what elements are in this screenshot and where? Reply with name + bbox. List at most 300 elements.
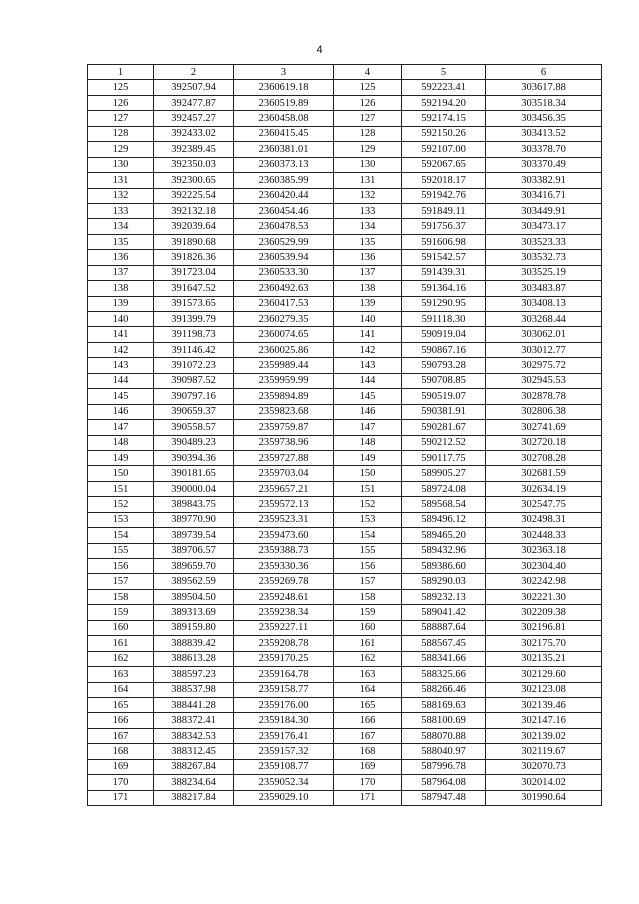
cell-point-number-right: 157 (334, 574, 402, 589)
cell-y-right: 302175.70 (486, 636, 602, 651)
cell-point-number-left: 161 (88, 636, 154, 651)
cell-x-left: 392132.18 (154, 203, 234, 218)
cell-y-left: 2359894.89 (234, 389, 334, 404)
cell-x-right: 589496.12 (402, 512, 486, 527)
cell-x-left: 389562.59 (154, 574, 234, 589)
cell-y-left: 2359473.60 (234, 528, 334, 543)
cell-x-left: 388267.84 (154, 759, 234, 774)
cell-y-left: 2359170.25 (234, 651, 334, 666)
table-row (88, 142, 602, 157)
table-row (88, 543, 602, 558)
table-row (88, 574, 602, 589)
cell-x-right: 587996.78 (402, 759, 486, 774)
cell-y-right: 303449.91 (486, 203, 602, 218)
cell-point-number-left: 144 (88, 373, 154, 388)
cell-y-right: 302196.81 (486, 620, 602, 635)
cell-point-number-right: 143 (334, 358, 402, 373)
cell-y-right: 302363.18 (486, 543, 602, 558)
cell-x-left: 388372.41 (154, 713, 234, 728)
cell-point-number-right: 134 (334, 219, 402, 234)
table-header-row (88, 65, 602, 80)
cell-point-number-left: 126 (88, 95, 154, 110)
cell-point-number-left: 125 (88, 80, 154, 95)
cell-x-left: 389843.75 (154, 497, 234, 512)
cell-point-number-right: 153 (334, 512, 402, 527)
cell-y-left: 2360619.18 (234, 80, 334, 95)
cell-point-number-right: 130 (334, 157, 402, 172)
cell-point-number-right: 152 (334, 497, 402, 512)
cell-y-right: 303408.13 (486, 296, 602, 311)
table-row (88, 188, 602, 203)
cell-point-number-right: 139 (334, 296, 402, 311)
cell-x-left: 392300.65 (154, 173, 234, 188)
cell-x-left: 391723.04 (154, 265, 234, 280)
cell-point-number-left: 136 (88, 250, 154, 265)
table-row (88, 342, 602, 357)
cell-point-number-left: 165 (88, 697, 154, 712)
cell-point-number-right: 132 (334, 188, 402, 203)
cell-y-right: 302139.02 (486, 728, 602, 743)
cell-point-number-right: 159 (334, 605, 402, 620)
cell-y-left: 2359157.32 (234, 744, 334, 759)
table-row (88, 728, 602, 743)
cell-y-left: 2360420.44 (234, 188, 334, 203)
cell-x-left: 389770.90 (154, 512, 234, 527)
cell-point-number-left: 168 (88, 744, 154, 759)
cell-y-right: 302720.18 (486, 435, 602, 450)
cell-y-right: 303523.33 (486, 234, 602, 249)
cell-x-left: 390489.23 (154, 435, 234, 450)
cell-x-left: 388312.45 (154, 744, 234, 759)
cell-point-number-left: 135 (88, 234, 154, 249)
table-row (88, 296, 602, 311)
cell-x-right: 588169.63 (402, 697, 486, 712)
cell-x-right: 592223.41 (402, 80, 486, 95)
cell-y-right: 303370.49 (486, 157, 602, 172)
cell-x-right: 589386.60 (402, 559, 486, 574)
cell-x-right: 588567.45 (402, 636, 486, 651)
cell-y-right: 302242.98 (486, 574, 602, 589)
cell-point-number-right: 140 (334, 312, 402, 327)
cell-point-number-right: 158 (334, 589, 402, 604)
table-row (88, 95, 602, 110)
cell-y-right: 303012.77 (486, 342, 602, 357)
cell-y-left: 2359727.88 (234, 450, 334, 465)
cell-x-left: 389504.50 (154, 589, 234, 604)
table-row (88, 373, 602, 388)
cell-x-right: 588040.97 (402, 744, 486, 759)
cell-point-number-left: 167 (88, 728, 154, 743)
table-row (88, 358, 602, 373)
cell-y-left: 2359176.41 (234, 728, 334, 743)
cell-y-right: 303413.52 (486, 126, 602, 141)
cell-x-left: 388441.28 (154, 697, 234, 712)
cell-point-number-right: 168 (334, 744, 402, 759)
cell-x-right: 592107.00 (402, 142, 486, 157)
table-row (88, 265, 602, 280)
cell-x-right: 589724.08 (402, 481, 486, 496)
cell-x-right: 591439.31 (402, 265, 486, 280)
cell-x-left: 389659.70 (154, 559, 234, 574)
cell-x-right: 590867.16 (402, 342, 486, 357)
cell-x-left: 390394.36 (154, 450, 234, 465)
cell-point-number-right: 145 (334, 389, 402, 404)
cell-y-right: 303416.71 (486, 188, 602, 203)
cell-point-number-right: 154 (334, 528, 402, 543)
cell-y-right: 302634.19 (486, 481, 602, 496)
cell-x-right: 590281.67 (402, 420, 486, 435)
cell-y-right: 302975.72 (486, 358, 602, 373)
cell-point-number-left: 141 (88, 327, 154, 342)
cell-x-right: 590212.52 (402, 435, 486, 450)
cell-x-right: 590117.75 (402, 450, 486, 465)
cell-x-right: 591849.11 (402, 203, 486, 218)
cell-x-right: 589432.96 (402, 543, 486, 558)
cell-point-number-right: 171 (334, 790, 402, 805)
cell-x-left: 388217.84 (154, 790, 234, 805)
table-row (88, 682, 602, 697)
cell-y-left: 2359759.87 (234, 420, 334, 435)
cell-point-number-left: 148 (88, 435, 154, 450)
cell-x-left: 390558.57 (154, 420, 234, 435)
cell-y-right: 302123.08 (486, 682, 602, 697)
cell-point-number-left: 156 (88, 559, 154, 574)
cell-y-right: 302135.21 (486, 651, 602, 666)
table-row (88, 744, 602, 759)
table-row (88, 620, 602, 635)
cell-y-left: 2360533.30 (234, 265, 334, 280)
cell-point-number-right: 147 (334, 420, 402, 435)
cell-y-left: 2360025.86 (234, 342, 334, 357)
cell-y-right: 303062.01 (486, 327, 602, 342)
table-row (88, 450, 602, 465)
table-row (88, 528, 602, 543)
cell-y-right: 303617.88 (486, 80, 602, 95)
table-row (88, 559, 602, 574)
cell-x-right: 592067.65 (402, 157, 486, 172)
cell-x-right: 588341.66 (402, 651, 486, 666)
cell-point-number-right: 165 (334, 697, 402, 712)
cell-point-number-left: 158 (88, 589, 154, 604)
cell-x-right: 589568.54 (402, 497, 486, 512)
cell-point-number-right: 141 (334, 327, 402, 342)
table-row (88, 404, 602, 419)
cell-point-number-right: 169 (334, 759, 402, 774)
cell-x-right: 591364.16 (402, 281, 486, 296)
cell-y-left: 2360458.08 (234, 111, 334, 126)
cell-y-right: 302119.67 (486, 744, 602, 759)
cell-x-left: 388839.42 (154, 636, 234, 651)
cell-y-left: 2359208.78 (234, 636, 334, 651)
cell-y-left: 2359029.10 (234, 790, 334, 805)
cell-y-right: 302129.60 (486, 667, 602, 682)
table-row (88, 312, 602, 327)
cell-y-right: 302139.46 (486, 697, 602, 712)
cell-y-left: 2359330.36 (234, 559, 334, 574)
cell-x-left: 389313.69 (154, 605, 234, 620)
cell-y-right: 303473.17 (486, 219, 602, 234)
cell-x-left: 392477.87 (154, 95, 234, 110)
cell-y-left: 2359184.30 (234, 713, 334, 728)
cell-y-left: 2360539.94 (234, 250, 334, 265)
cell-y-left: 2359823.68 (234, 404, 334, 419)
cell-point-number-right: 129 (334, 142, 402, 157)
cell-point-number-left: 131 (88, 173, 154, 188)
cell-y-left: 2359248.61 (234, 589, 334, 604)
table-row (88, 697, 602, 712)
cell-x-right: 589041.42 (402, 605, 486, 620)
cell-point-number-right: 162 (334, 651, 402, 666)
cell-x-right: 587964.08 (402, 775, 486, 790)
table-row (88, 80, 602, 95)
page-number: 4 (316, 44, 323, 56)
cell-y-right: 302070.73 (486, 759, 602, 774)
table-row (88, 420, 602, 435)
cell-x-left: 391399.79 (154, 312, 234, 327)
cell-y-left: 2359227.11 (234, 620, 334, 635)
cell-point-number-right: 151 (334, 481, 402, 496)
table-row (88, 173, 602, 188)
cell-y-left: 2359108.77 (234, 759, 334, 774)
cell-y-left: 2360074.65 (234, 327, 334, 342)
cell-x-right: 592174.15 (402, 111, 486, 126)
cell-x-right: 589290.03 (402, 574, 486, 589)
table-row (88, 636, 602, 651)
cell-point-number-left: 153 (88, 512, 154, 527)
table-row (88, 219, 602, 234)
cell-point-number-left: 150 (88, 466, 154, 481)
cell-point-number-right: 148 (334, 435, 402, 450)
cell-y-left: 2360519.89 (234, 95, 334, 110)
cell-x-right: 587947.48 (402, 790, 486, 805)
cell-point-number-right: 133 (334, 203, 402, 218)
table-row (88, 759, 602, 774)
cell-x-left: 392507.94 (154, 80, 234, 95)
cell-y-right: 301990.64 (486, 790, 602, 805)
cell-x-left: 392039.64 (154, 219, 234, 234)
cell-x-right: 589232.13 (402, 589, 486, 604)
cell-point-number-right: 125 (334, 80, 402, 95)
cell-point-number-left: 146 (88, 404, 154, 419)
cell-x-right: 590793.28 (402, 358, 486, 373)
cell-y-left: 2359176.00 (234, 697, 334, 712)
cell-point-number-left: 140 (88, 312, 154, 327)
cell-x-left: 391647.52 (154, 281, 234, 296)
cell-point-number-left: 155 (88, 543, 154, 558)
table-row (88, 281, 602, 296)
table-row (88, 512, 602, 527)
cell-y-left: 2359523.31 (234, 512, 334, 527)
cell-y-left: 2359269.78 (234, 574, 334, 589)
cell-point-number-left: 169 (88, 759, 154, 774)
cell-point-number-left: 160 (88, 620, 154, 635)
cell-point-number-left: 162 (88, 651, 154, 666)
cell-y-right: 303382.91 (486, 173, 602, 188)
cell-point-number-right: 164 (334, 682, 402, 697)
cell-point-number-left: 147 (88, 420, 154, 435)
cell-x-left: 391890.68 (154, 234, 234, 249)
cell-point-number-left: 129 (88, 142, 154, 157)
cell-y-right: 302147.16 (486, 713, 602, 728)
table-body (88, 80, 602, 806)
cell-y-right: 303525.19 (486, 265, 602, 280)
cell-x-right: 591756.37 (402, 219, 486, 234)
cell-x-left: 392350.03 (154, 157, 234, 172)
cell-x-left: 392389.45 (154, 142, 234, 157)
cell-y-right: 302014.02 (486, 775, 602, 790)
cell-y-right: 303456.35 (486, 111, 602, 126)
cell-point-number-left: 133 (88, 203, 154, 218)
cell-x-left: 388342.53 (154, 728, 234, 743)
cell-y-left: 2359388.73 (234, 543, 334, 558)
table-row (88, 389, 602, 404)
cell-y-left: 2360417.53 (234, 296, 334, 311)
cell-point-number-left: 130 (88, 157, 154, 172)
cell-y-left: 2359238.34 (234, 605, 334, 620)
table-row (88, 713, 602, 728)
cell-x-right: 590919.04 (402, 327, 486, 342)
cell-point-number-right: 126 (334, 95, 402, 110)
table-row (88, 250, 602, 265)
cell-y-left: 2360381.01 (234, 142, 334, 157)
cell-y-left: 2359052.34 (234, 775, 334, 790)
cell-x-left: 392457.27 (154, 111, 234, 126)
cell-y-left: 2360385.99 (234, 173, 334, 188)
cell-point-number-left: 145 (88, 389, 154, 404)
cell-point-number-right: 131 (334, 173, 402, 188)
cell-y-left: 2360415.45 (234, 126, 334, 141)
cell-point-number-left: 143 (88, 358, 154, 373)
column-header-1: 1 (88, 65, 154, 80)
cell-x-right: 590381.91 (402, 404, 486, 419)
cell-point-number-right: 163 (334, 667, 402, 682)
cell-y-right: 303268.44 (486, 312, 602, 327)
cell-point-number-left: 163 (88, 667, 154, 682)
cell-y-left: 2359657.21 (234, 481, 334, 496)
cell-y-left: 2359703.04 (234, 466, 334, 481)
cell-point-number-left: 127 (88, 111, 154, 126)
cell-y-right: 303532.73 (486, 250, 602, 265)
cell-point-number-right: 167 (334, 728, 402, 743)
cell-x-left: 391826.36 (154, 250, 234, 265)
cell-point-number-left: 138 (88, 281, 154, 296)
table-row (88, 435, 602, 450)
cell-point-number-right: 170 (334, 775, 402, 790)
cell-point-number-right: 161 (334, 636, 402, 651)
column-header-6: 6 (486, 65, 602, 80)
table-row (88, 203, 602, 218)
cell-y-left: 2359989.44 (234, 358, 334, 373)
cell-point-number-left: 171 (88, 790, 154, 805)
column-header-5: 5 (402, 65, 486, 80)
cell-x-left: 390000.04 (154, 481, 234, 496)
cell-y-right: 302498.31 (486, 512, 602, 527)
cell-point-number-left: 166 (88, 713, 154, 728)
cell-x-left: 389739.54 (154, 528, 234, 543)
cell-x-right: 588100.69 (402, 713, 486, 728)
table-row (88, 157, 602, 172)
cell-point-number-right: 137 (334, 265, 402, 280)
cell-point-number-right: 156 (334, 559, 402, 574)
cell-x-left: 390797.16 (154, 389, 234, 404)
cell-x-left: 391573.65 (154, 296, 234, 311)
cell-y-left: 2360529.99 (234, 234, 334, 249)
cell-y-right: 302221.30 (486, 589, 602, 604)
cell-x-left: 391072.23 (154, 358, 234, 373)
cell-point-number-right: 160 (334, 620, 402, 635)
cell-x-right: 588887.64 (402, 620, 486, 635)
cell-x-right: 591118.30 (402, 312, 486, 327)
cell-point-number-left: 164 (88, 682, 154, 697)
cell-y-left: 2360373.13 (234, 157, 334, 172)
cell-point-number-left: 139 (88, 296, 154, 311)
cell-x-right: 592150.26 (402, 126, 486, 141)
cell-y-left: 2359959.99 (234, 373, 334, 388)
cell-y-right: 302304.40 (486, 559, 602, 574)
table-row (88, 111, 602, 126)
column-header-4: 4 (334, 65, 402, 80)
cell-x-right: 591942.76 (402, 188, 486, 203)
cell-point-number-right: 136 (334, 250, 402, 265)
table-row (88, 497, 602, 512)
cell-x-left: 392433.02 (154, 126, 234, 141)
cell-x-left: 390181.65 (154, 466, 234, 481)
table-row (88, 327, 602, 342)
cell-point-number-left: 134 (88, 219, 154, 234)
cell-point-number-right: 166 (334, 713, 402, 728)
cell-point-number-right: 128 (334, 126, 402, 141)
cell-point-number-left: 170 (88, 775, 154, 790)
table-row (88, 126, 602, 141)
cell-point-number-left: 128 (88, 126, 154, 141)
cell-y-right: 303518.34 (486, 95, 602, 110)
cell-y-right: 302448.33 (486, 528, 602, 543)
cell-point-number-right: 142 (334, 342, 402, 357)
cell-x-right: 590708.85 (402, 373, 486, 388)
table-row (88, 651, 602, 666)
cell-x-left: 391198.73 (154, 327, 234, 342)
cell-point-number-left: 132 (88, 188, 154, 203)
cell-x-left: 390987.52 (154, 373, 234, 388)
cell-y-right: 302878.78 (486, 389, 602, 404)
cell-point-number-right: 138 (334, 281, 402, 296)
cell-x-right: 591606.98 (402, 234, 486, 249)
cell-x-right: 588266.46 (402, 682, 486, 697)
table-row (88, 481, 602, 496)
cell-x-left: 388234.64 (154, 775, 234, 790)
cell-point-number-left: 142 (88, 342, 154, 357)
cell-y-left: 2359164.78 (234, 667, 334, 682)
table-row (88, 667, 602, 682)
cell-point-number-left: 149 (88, 450, 154, 465)
cell-point-number-left: 151 (88, 481, 154, 496)
cell-y-right: 302945.53 (486, 373, 602, 388)
table-row (88, 605, 602, 620)
cell-x-left: 388613.28 (154, 651, 234, 666)
cell-point-number-right: 155 (334, 543, 402, 558)
cell-point-number-right: 149 (334, 450, 402, 465)
cell-y-left: 2360454.46 (234, 203, 334, 218)
cell-x-left: 388537.98 (154, 682, 234, 697)
cell-x-right: 591542.57 (402, 250, 486, 265)
cell-y-right: 302209.38 (486, 605, 602, 620)
cell-point-number-left: 154 (88, 528, 154, 543)
cell-y-right: 302806.38 (486, 404, 602, 419)
cell-y-left: 2360492.63 (234, 281, 334, 296)
cell-x-left: 390659.37 (154, 404, 234, 419)
column-header-3: 3 (234, 65, 334, 80)
cell-x-right: 590519.07 (402, 389, 486, 404)
